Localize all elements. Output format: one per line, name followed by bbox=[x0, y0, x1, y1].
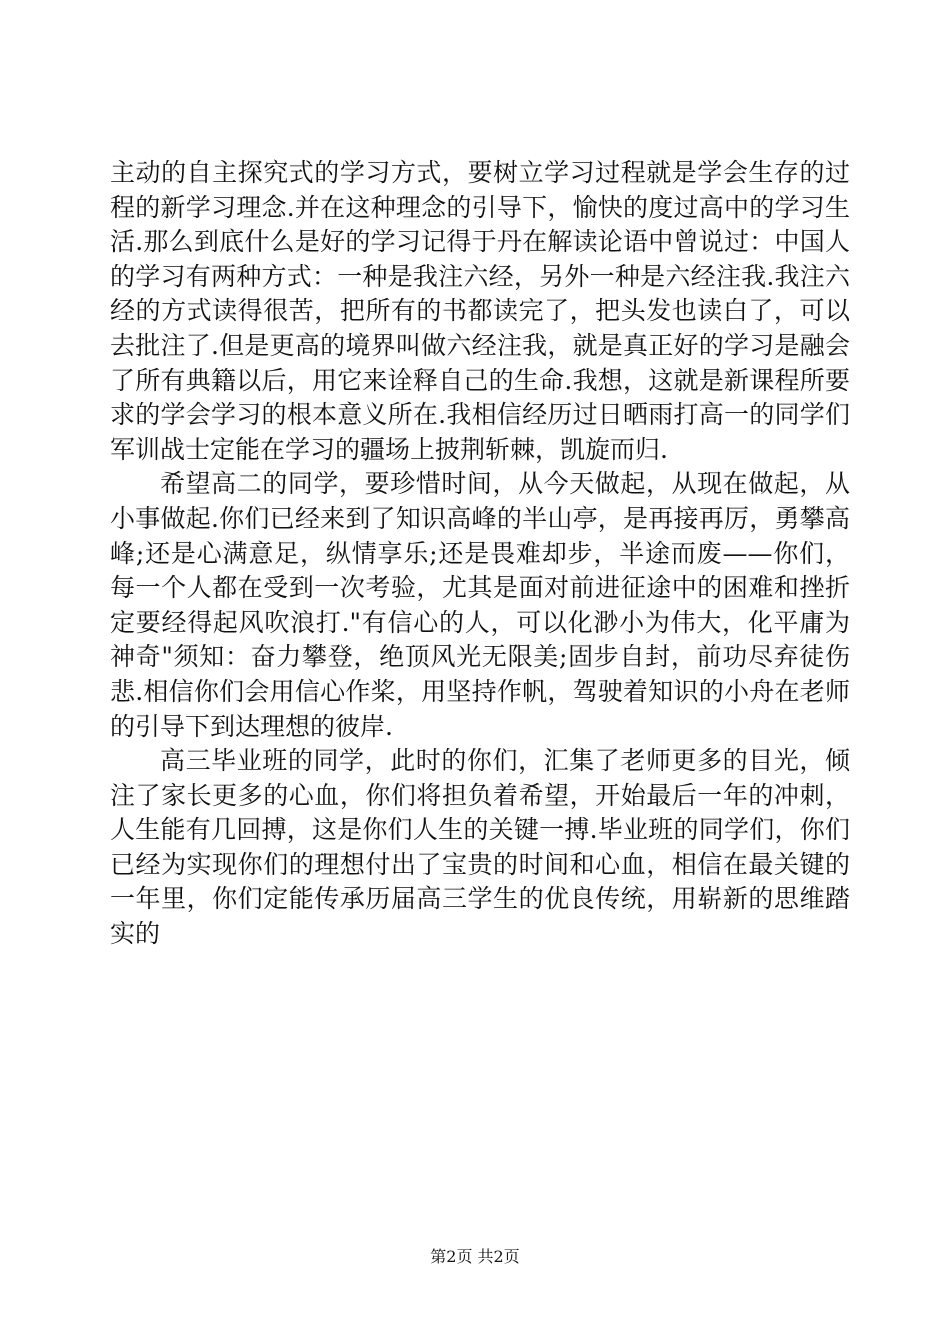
page-footer: 第2页 共2页 bbox=[430, 1247, 520, 1266]
document-body bbox=[110, 156, 850, 952]
paragraph-1: 主动的自主探究式的学习方式，要树立学习过程就是学会生存的过程的新学习理念.并在这种理念的引导下，愉快的度过高中的学习生活.那么到底什么是好的学习记得于丹在解读论语中曾说过：中国人的学习有两种方式：一种是我注六经，另外一种是六经注我.我注六经的方式读得很苦，把所有的书都读完了，把头发也读白了，可以去批注了.但是更高的境界叫做六经注我，就是真正好的学习是融会了所有典籍以后，用它来诠释自己的生命.我想，这就是新课程所要求的学会学习的根本意义所在.我相信经历过日晒雨打高一的同学们军训战士定能在学习的疆场上披荆斩棘，凯旋而归. bbox=[110, 158, 850, 464]
paragraph-3: 高三毕业班的同学，此时的你们，汇集了老师更多的目光，倾注了家长更多的心血，你们将担负着希望，开始最后一年的冲刺，人生能有几回搏，这是你们人生的关键一搏.毕业班的同学们，你们已经为实现你们的理想付出了宝贵的时间和心血，相信在最关键的一年里，你们定能传承历届高三学生的优良传统，用崭新的思维踏实的 bbox=[110, 746, 850, 949]
paragraph-2: 希望高二的同学，要珍惜时间，从今天做起，从现在做起，从小事做起.你们已经来到了知识高峰的半山亭，是再接再厉，勇攀高峰;还是心满意足，纵情享乐;还是畏难却步，半途而废——你们，每一个人都在受到一次考验，尤其是面对前进征途中的困难和挫折定要经得起风吹浪打."有信心的人，可以化渺小为伟大，化平庸为神奇"须知：奋力攀登，绝顶风光无限美;固步自封，前功尽弃徒伤悲.相信你们会用信心作桨，用坚持作帆，驾驶着知识的小舟在老师的引导下到达理想的彼岸. bbox=[110, 469, 850, 741]
